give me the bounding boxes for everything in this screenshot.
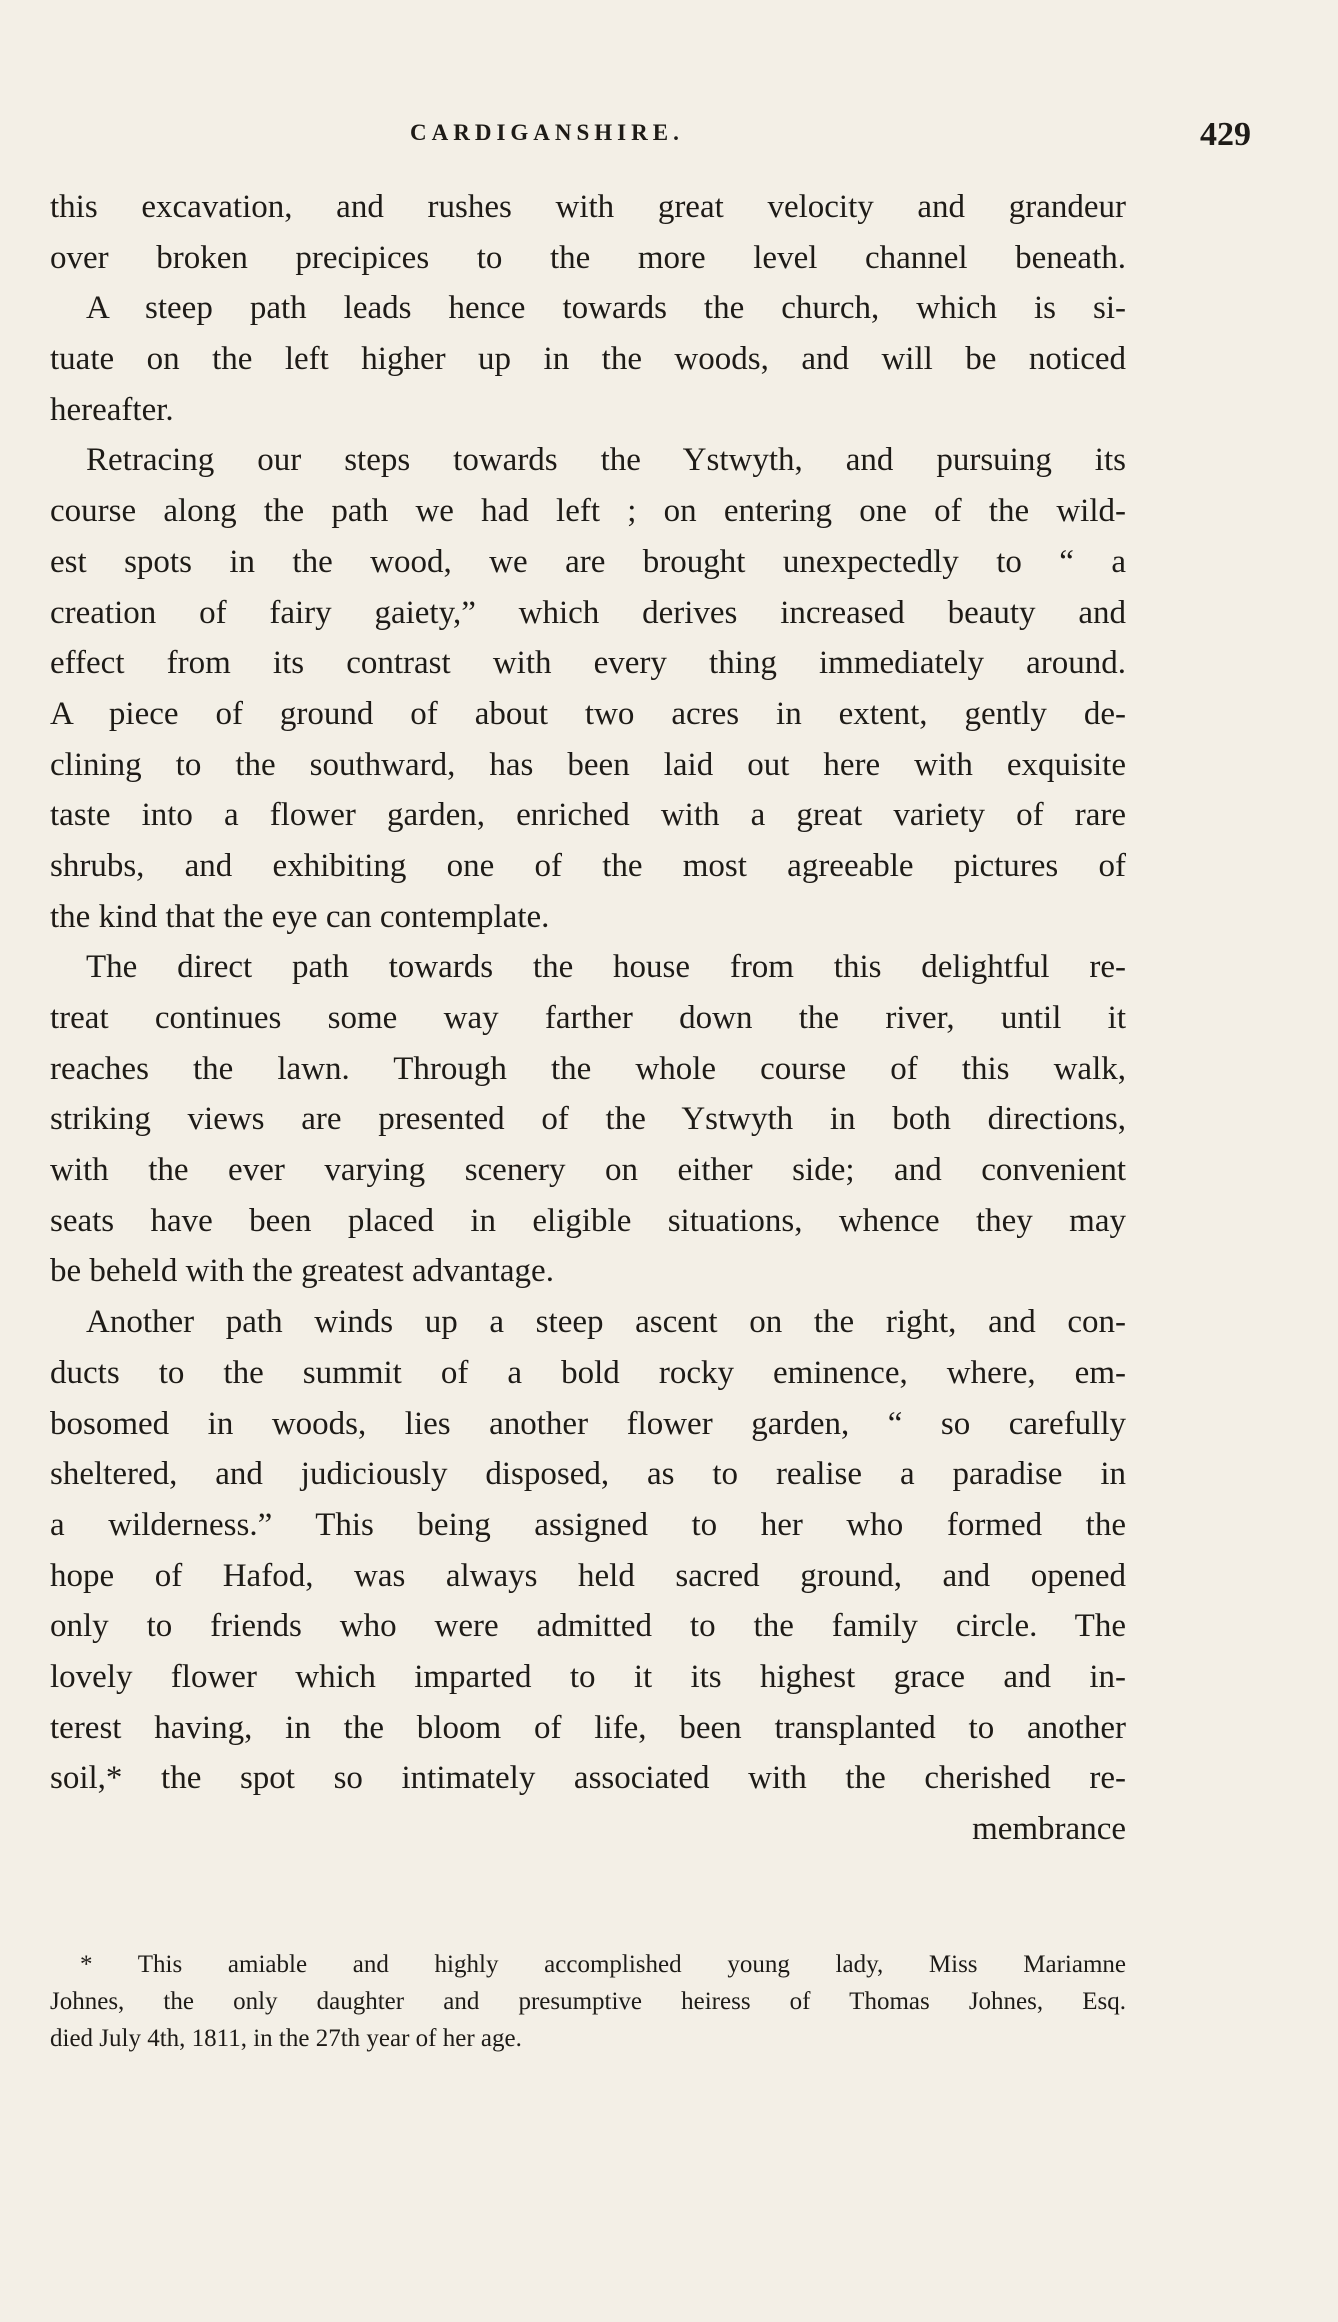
- text-line: tuate on the left higher up in the woods, and will be noticed: [50, 341, 1126, 378]
- text-line: shrubs, and exhibiting one of the most agreeable pictures of: [50, 847, 1126, 884]
- running-head: [0, 116, 1338, 156]
- text-line: The direct path towards the house from this delightful re-: [86, 949, 1126, 986]
- text-line: Retracing our steps towards the Ystwyth, and pursuing its: [86, 442, 1126, 479]
- text-line: A steep path leads hence towards the church, which is si-: [86, 290, 1126, 327]
- catchword: membrance: [972, 1811, 1126, 1847]
- text-line: sheltered, and judiciously disposed, as to realise a paradise in: [50, 1456, 1126, 1493]
- text-line: taste into a flower garden, enriched with a great variety of rare: [50, 797, 1126, 834]
- text-line: soil,* the spot so intimately associated with the cherished re-: [50, 1760, 1126, 1797]
- text-line: terest having, in the bloom of life, been transplanted to another: [50, 1709, 1126, 1746]
- footnote-line: * This amiable and highly accomplished young lady, Miss Mariamne: [80, 1951, 1126, 1978]
- text-line: with the ever varying scenery on either side; and convenient: [50, 1152, 1126, 1189]
- text-line: over broken precipices to the more level channel beneath.: [50, 239, 1126, 276]
- text-line: clining to the southward, has been laid out here with exquisite: [50, 746, 1126, 783]
- text-line: Another path winds up a steep ascent on the right, and con-: [86, 1304, 1126, 1341]
- body-text: [50, 182, 1126, 1855]
- footnote-line: died July 4th, 1811, in the 27th year of her age.: [50, 2025, 522, 2052]
- text-line: lovely flower which imparted to it its highest grace and in-: [50, 1658, 1126, 1695]
- text-line: hope of Hafod, was always held sacred ground, and opened: [50, 1557, 1126, 1594]
- text-line: striking views are presented of the Ystwyth in both directions,: [50, 1101, 1126, 1138]
- text-line: effect from its contrast with every thing immediately around.: [50, 645, 1126, 682]
- text-line: seats have been placed in eligible situations, whence they may: [50, 1202, 1126, 1239]
- text-line: a wilderness.” This being assigned to her who formed the: [50, 1506, 1126, 1543]
- text-line: course along the path we had left ; on entering one of the wild-: [50, 493, 1126, 530]
- text-line: treat continues some way farther down the river, until it: [50, 1000, 1126, 1036]
- page-number: 429: [1200, 116, 1251, 153]
- text-line: only to friends who were admitted to the family circle. The: [50, 1608, 1126, 1645]
- text-line: A piece of ground of about two acres in extent, gently de-: [50, 695, 1126, 732]
- running-title: CARDIGANSHIRE.: [410, 120, 684, 145]
- text-line: reaches the lawn. Through the whole course of this walk,: [50, 1050, 1126, 1087]
- text-line: be beheld with the greatest advantage.: [50, 1253, 554, 1290]
- text-line: bosomed in woods, lies another flower garden, “ so carefully: [50, 1405, 1126, 1442]
- text-line: ducts to the summit of a bold rocky eminence, where, em-: [50, 1354, 1126, 1391]
- text-line: hereafter.: [50, 391, 174, 428]
- text-line: creation of fairy gaiety,” which derives increased beauty and: [50, 594, 1126, 631]
- text-line: this excavation, and rushes with great velocity and grandeur: [50, 189, 1126, 225]
- text-line: the kind that the eye can contemplate.: [50, 898, 550, 935]
- footnote-line: Johnes, the only daughter and presumptive heiress of Thomas Johnes, Esq.: [50, 1988, 1126, 2015]
- text-line: est spots in the wood, we are brought unexpectedly to “ a: [50, 543, 1126, 580]
- footnote: [50, 1946, 1126, 2057]
